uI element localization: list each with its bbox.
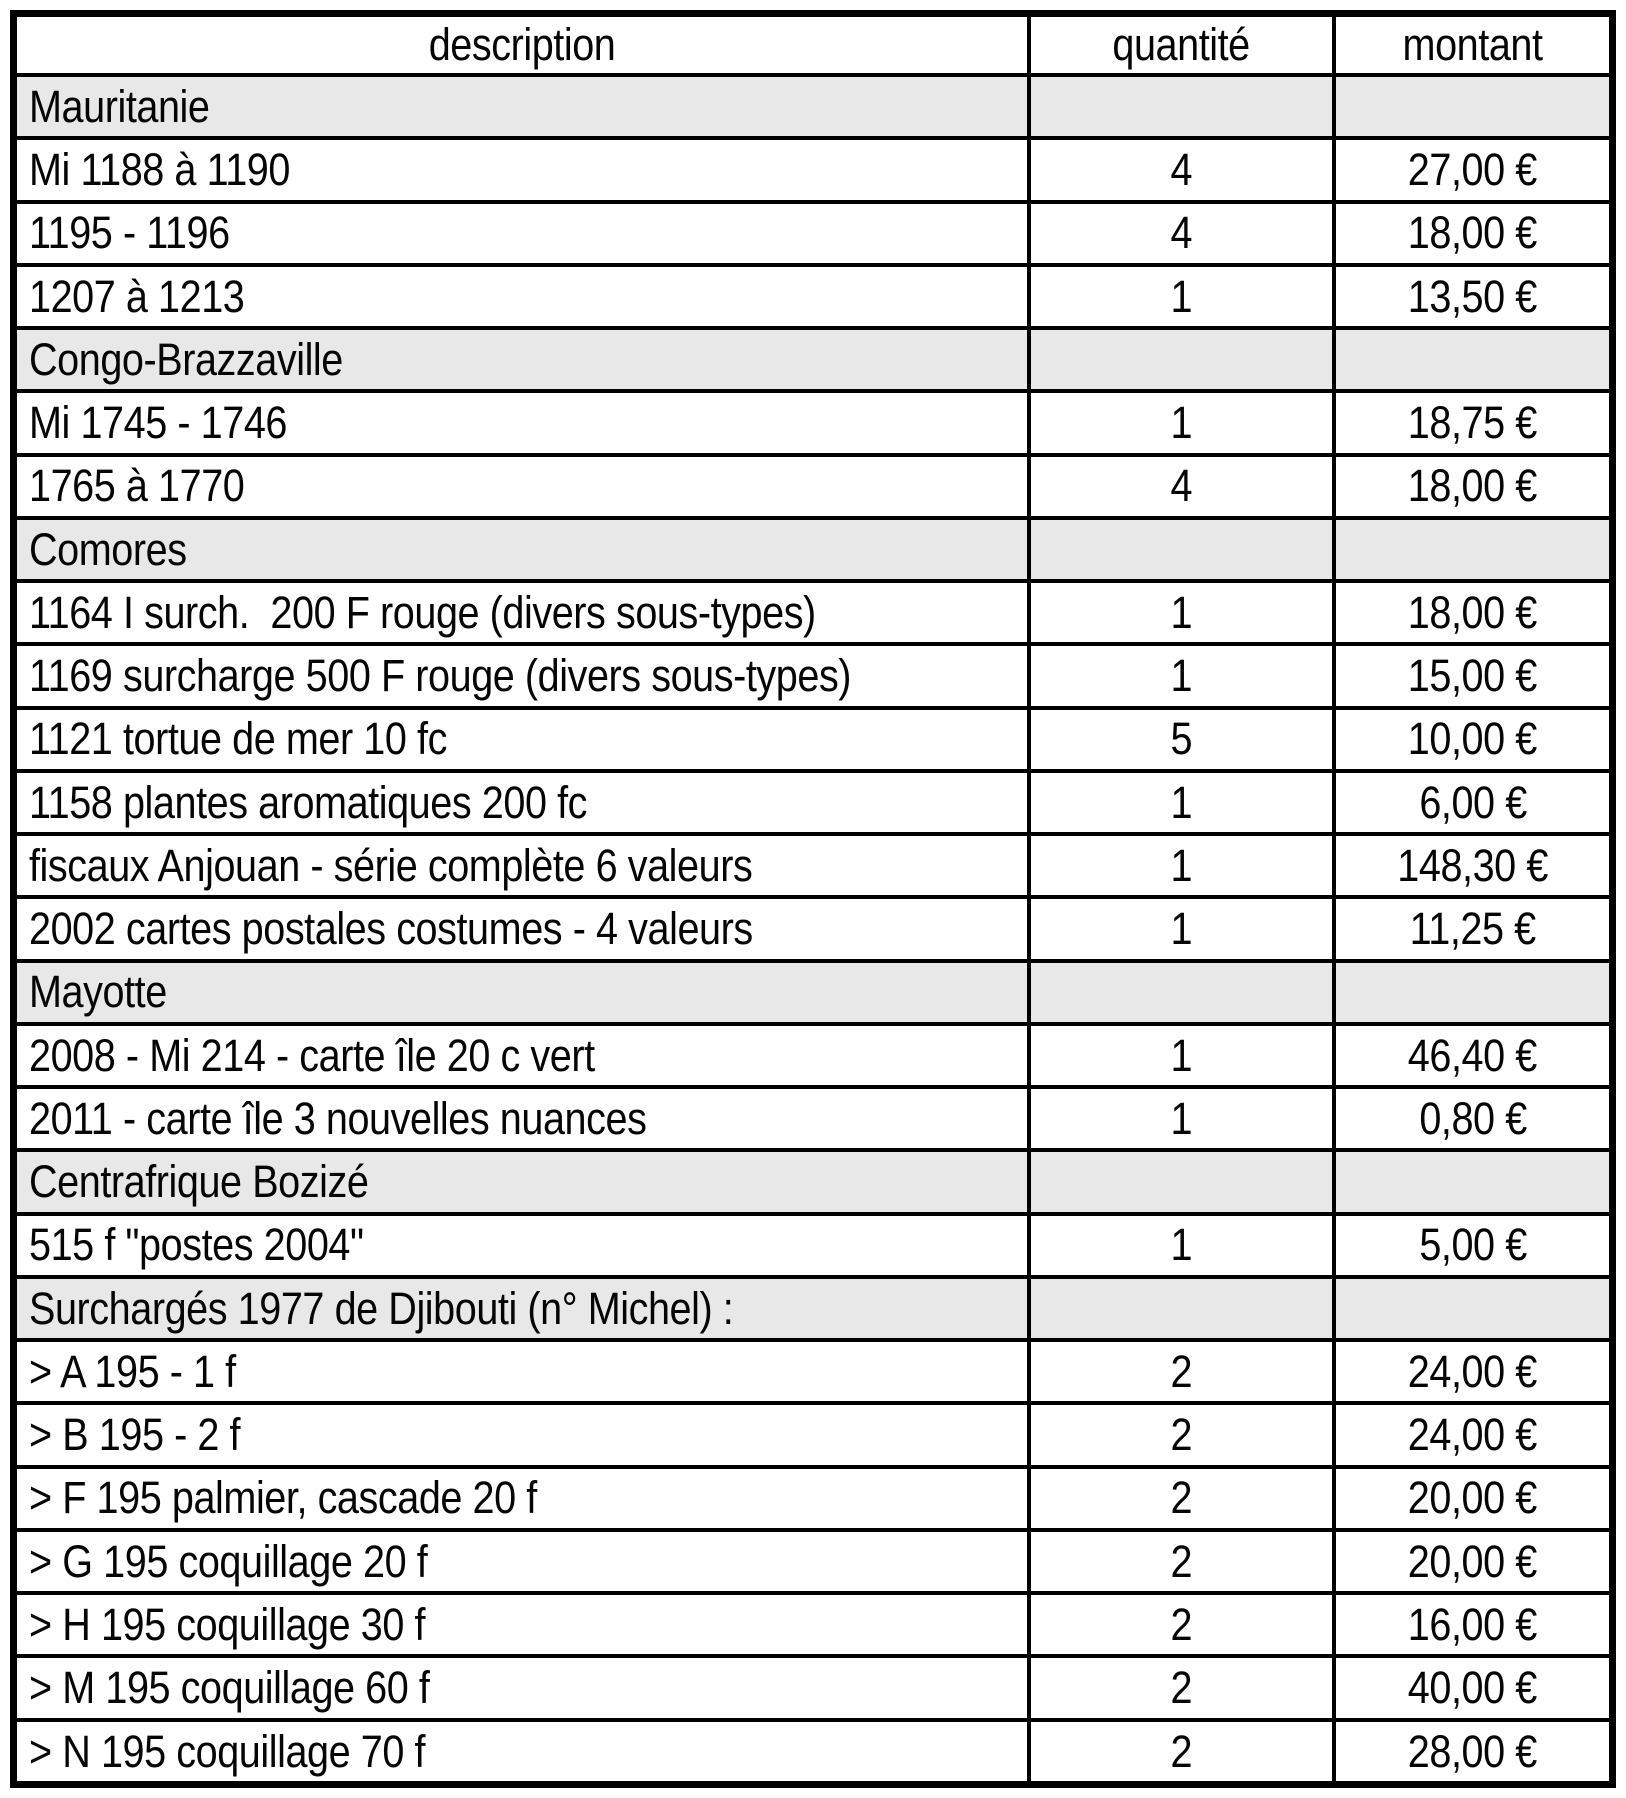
description-cell [14,961,1029,1024]
description-cell [14,1340,1029,1403]
description-cell [14,771,1029,834]
item-row [14,897,1613,960]
cell-text: 1169 surcharge 500 F rouge (divers sous-types) [29,650,852,702]
cell-text: Mauritanie [29,80,210,132]
amount-cell [1334,518,1612,581]
cell-text: 1 [1170,650,1193,702]
quantity-cell [1029,202,1334,265]
cell-text: 27,00 € [1408,144,1538,196]
amount-cell [1334,202,1612,265]
description-cell [14,1530,1029,1593]
cell-text: 1 [1170,776,1193,828]
quantity-cell [1029,1087,1334,1150]
amount-cell [1334,328,1612,391]
cell-text: 1 [1170,1219,1193,1271]
description-cell [14,75,1029,138]
amount-cell [1334,771,1612,834]
amount-cell [1334,961,1612,1024]
cell-text: 16,00 € [1408,1598,1538,1650]
cell-text: 5,00 € [1418,1219,1527,1271]
quantity-cell [1029,1656,1334,1719]
amount-cell [1334,1024,1612,1087]
cell-text: 1164 I surch. 200 F rouge (divers sous-types) [29,586,816,638]
cell-text: 4 [1170,144,1193,196]
cell-text: 11,25 € [1409,903,1536,955]
cell-text: 2011 - carte île 3 nouvelles nuances [29,1092,647,1144]
amount-cell [1334,391,1612,454]
quantity-cell [1029,455,1334,518]
quantity-cell [1029,1530,1334,1593]
quantity-cell [1029,708,1334,771]
quantity-cell [1029,644,1334,707]
cell-text: 2 [1170,1662,1193,1714]
cell-text: 28,00 € [1408,1725,1538,1777]
quantity-cell [1029,518,1334,581]
cell-text: fiscaux Anjouan - série complète 6 valeurs [29,839,753,891]
section-row [14,328,1613,391]
description-cell [14,581,1029,644]
quantity-cell [1029,138,1334,201]
cell-text: Surchargés 1977 de Djibouti (n° Michel) : [29,1282,734,1334]
quantity-cell [1029,1593,1334,1656]
item-row [14,834,1613,897]
description-cell [14,138,1029,201]
table-body [14,75,1613,1785]
amount-cell [1334,644,1612,707]
cell-text: 1 [1170,397,1193,449]
quantity-cell [1029,1214,1334,1277]
item-row [14,1467,1613,1530]
cell-text: 1 [1170,270,1193,322]
description-cell [14,1720,1029,1785]
quantity-cell [1029,1720,1334,1785]
cell-text: 1 [1170,586,1193,638]
cell-text: 4 [1170,460,1193,512]
description-cell [14,328,1029,391]
cell-text: > G 195 coquillage 20 f [29,1535,428,1587]
cell-text: 6,00 € [1418,776,1527,828]
item-row [14,202,1613,265]
amount-cell [1334,1720,1612,1785]
cell-text: 2 [1170,1409,1193,1461]
description-cell [14,708,1029,771]
amount-cell [1334,581,1612,644]
amount-cell [1334,265,1612,328]
cell-text: 148,30 € [1397,839,1548,891]
cell-text: > M 195 coquillage 60 f [29,1662,430,1714]
cell-text: 1 [1170,839,1193,891]
quantity-cell [1029,961,1334,1024]
section-row [14,1150,1613,1213]
cell-text: 24,00 € [1408,1345,1538,1397]
cell-text: 15,00 € [1408,650,1538,702]
header-text: montant [1402,19,1543,71]
cell-text: 1 [1170,1092,1193,1144]
cell-text: 24,00 € [1408,1409,1538,1461]
cell-text: 18,75 € [1408,397,1538,449]
amount-cell [1334,1277,1612,1340]
cell-text: 20,00 € [1408,1535,1538,1587]
quantity-cell [1029,75,1334,138]
cell-text: Centrafrique Bozizé [29,1156,369,1208]
header-text: quantité [1112,19,1251,71]
item-row [14,644,1613,707]
item-row [14,771,1613,834]
description-cell [14,1656,1029,1719]
quantity-cell [1029,897,1334,960]
amount-cell [1334,1467,1612,1530]
cell-text: 0,80 € [1418,1092,1527,1144]
section-row [14,518,1613,581]
amount-cell [1334,1087,1612,1150]
cell-text: 1121 tortue de mer 10 fc [29,713,447,765]
cell-text: 5 [1170,713,1193,765]
item-row [14,265,1613,328]
description-cell [14,897,1029,960]
cell-text: > H 195 coquillage 30 f [29,1598,426,1650]
cell-text: 46,40 € [1408,1029,1538,1081]
amount-cell [1334,75,1612,138]
cell-text: Mayotte [29,966,167,1018]
quantity-cell [1029,771,1334,834]
description-cell [14,202,1029,265]
cell-text: 40,00 € [1408,1662,1538,1714]
description-cell [14,518,1029,581]
quantity-cell [1029,1467,1334,1530]
cell-text: 2 [1170,1345,1193,1397]
item-row [14,1530,1613,1593]
cell-text: 515 f "postes 2004" [29,1219,364,1271]
item-row [14,1403,1613,1466]
quantity-cell [1029,1277,1334,1340]
description-cell [14,455,1029,518]
cell-text: Mi 1745 - 1746 [29,397,288,449]
description-cell [14,1214,1029,1277]
description-cell [14,1467,1029,1530]
description-cell [14,1024,1029,1087]
item-row [14,1720,1613,1785]
description-cell [14,1277,1029,1340]
amount-cell [1334,897,1612,960]
header-row [14,14,1613,76]
description-cell [14,834,1029,897]
cell-text: > F 195 palmier, cascade 20 f [29,1472,537,1524]
quantity-cell [1029,265,1334,328]
cell-text: Congo-Brazzaville [29,333,343,385]
amount-cell [1334,834,1612,897]
cell-text: 4 [1170,207,1193,259]
item-row [14,1340,1613,1403]
cell-text: Comores [29,523,187,575]
description-cell [14,1593,1029,1656]
quantity-cell [1029,328,1334,391]
section-row [14,961,1613,1024]
cell-text: > B 195 - 2 f [29,1409,241,1461]
cell-text: 1195 - 1196 [29,207,230,259]
cell-text: > N 195 coquillage 70 f [29,1725,426,1777]
amount-cell [1334,1214,1612,1277]
description-cell [14,265,1029,328]
amount-cell [1334,455,1612,518]
item-row [14,1087,1613,1150]
amount-cell [1334,138,1612,201]
cell-text: 2 [1170,1535,1193,1587]
cell-text: 18,00 € [1408,586,1538,638]
cell-text: 2002 cartes postales costumes - 4 valeurs [29,903,753,955]
cell-text: 1207 à 1213 [29,270,245,322]
item-row [14,1024,1613,1087]
amount-cell [1334,1593,1612,1656]
description-cell [14,391,1029,454]
cell-text: 1765 à 1770 [29,460,245,512]
price-table [10,10,1616,1788]
col-header-amount [1334,14,1612,76]
col-header-description [14,14,1029,76]
cell-text: 2 [1170,1725,1193,1777]
item-row [14,1214,1613,1277]
table-header [14,14,1613,76]
item-row [14,1656,1613,1719]
item-row [14,1593,1613,1656]
cell-text: 18,00 € [1408,460,1538,512]
quantity-cell [1029,1403,1334,1466]
description-cell [14,1087,1029,1150]
quantity-cell [1029,1340,1334,1403]
description-cell [14,644,1029,707]
cell-text: Mi 1188 à 1190 [29,144,290,196]
header-text: description [428,19,616,71]
quantity-cell [1029,1024,1334,1087]
item-row [14,581,1613,644]
amount-cell [1334,1150,1612,1213]
cell-text: 18,00 € [1408,207,1538,259]
item-row [14,391,1613,454]
quantity-cell [1029,834,1334,897]
amount-cell [1334,708,1612,771]
cell-text: 1158 plantes aromatiques 200 fc [29,776,588,828]
section-row [14,75,1613,138]
cell-text: 1 [1170,1029,1193,1081]
cell-text: > A 195 - 1 f [29,1345,236,1397]
item-row [14,708,1613,771]
col-header-quantity [1029,14,1334,76]
cell-text: 2 [1170,1472,1193,1524]
cell-text: 2 [1170,1598,1193,1650]
quantity-cell [1029,391,1334,454]
section-row [14,1277,1613,1340]
cell-text: 20,00 € [1408,1472,1538,1524]
item-row [14,138,1613,201]
quantity-cell [1029,1150,1334,1213]
amount-cell [1334,1530,1612,1593]
description-cell [14,1150,1029,1213]
description-cell [14,1403,1029,1466]
amount-cell [1334,1340,1612,1403]
amount-cell [1334,1403,1612,1466]
quantity-cell [1029,581,1334,644]
cell-text: 2008 - Mi 214 - carte île 20 c vert [29,1029,595,1081]
amount-cell [1334,1656,1612,1719]
cell-text: 13,50 € [1408,270,1538,322]
item-row [14,455,1613,518]
cell-text: 10,00 € [1408,713,1538,765]
cell-text: 1 [1170,903,1193,955]
